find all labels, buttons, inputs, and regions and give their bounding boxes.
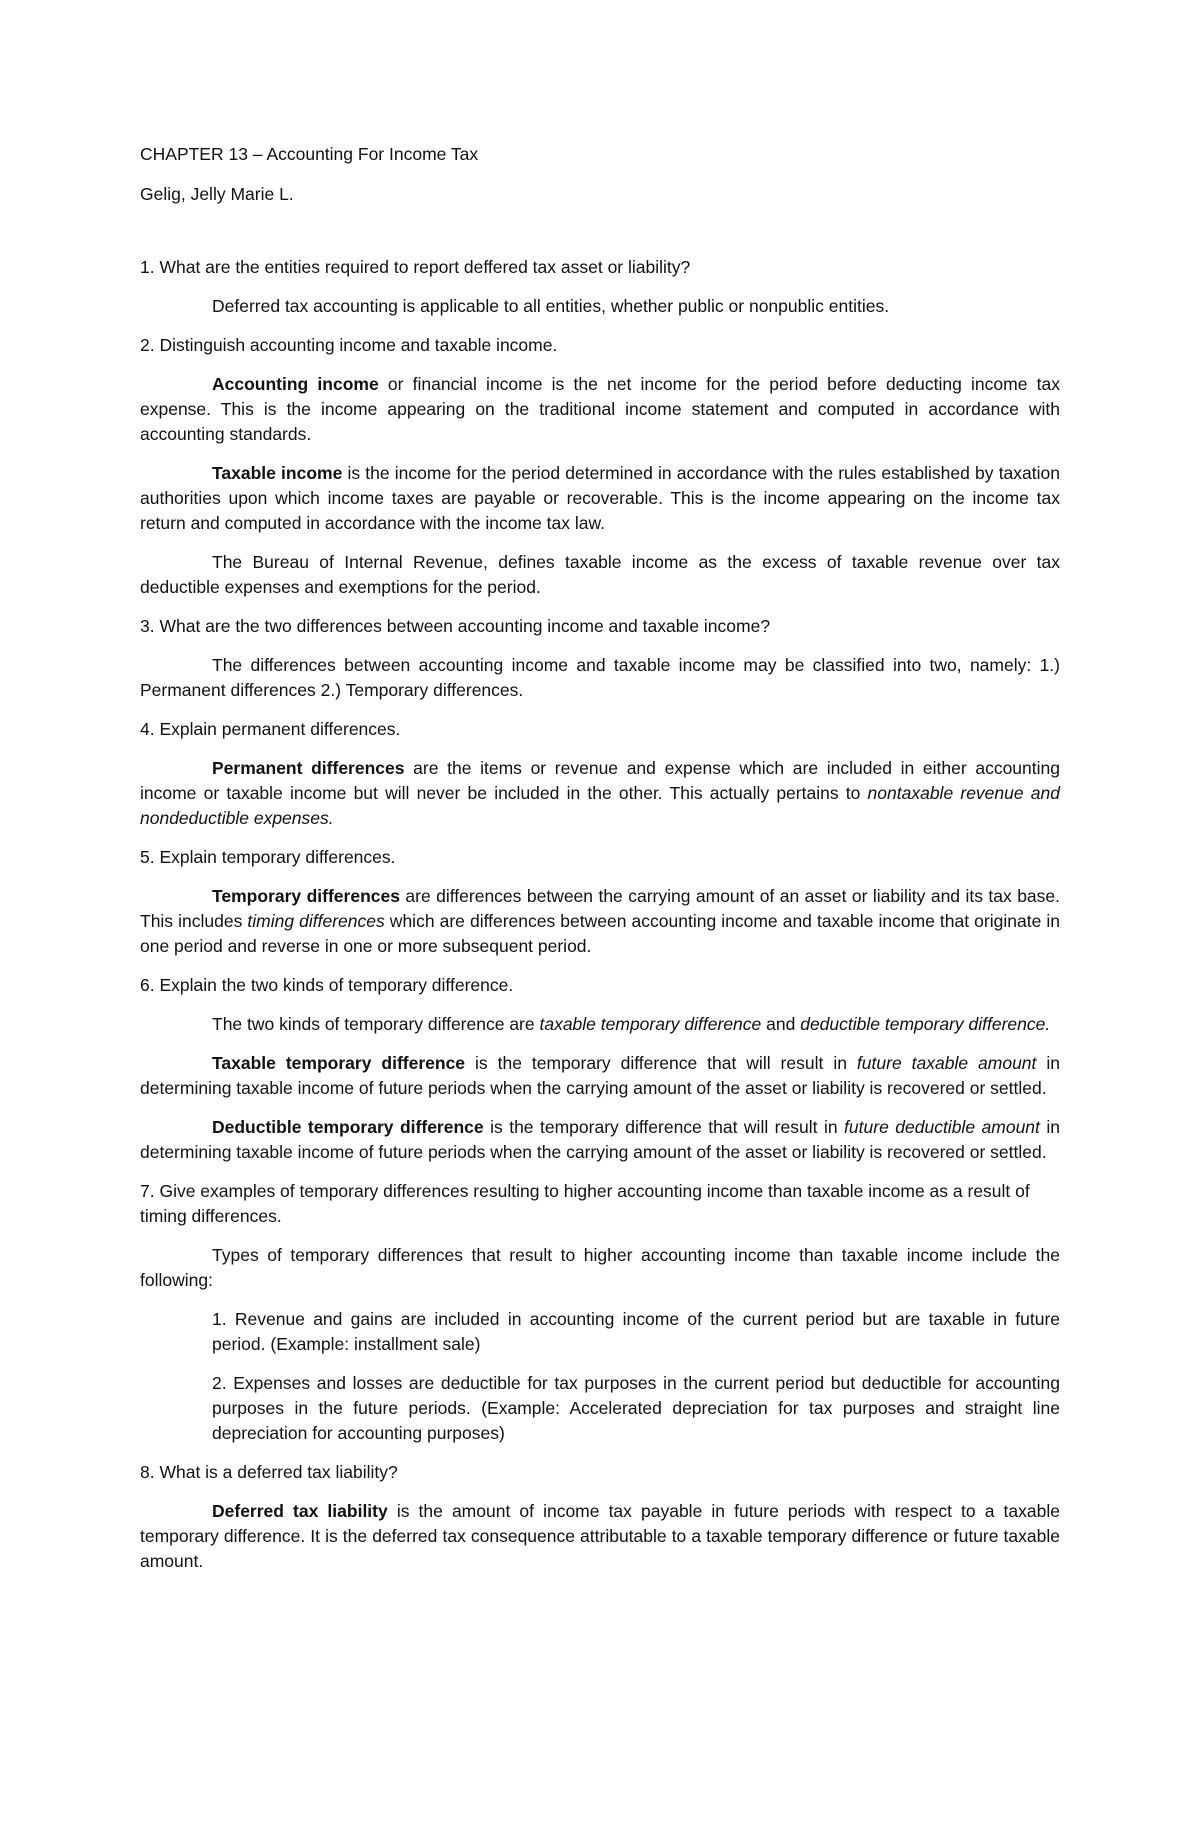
question-1: 1. What are the entities required to report deffered tax asset or liability?	[140, 257, 691, 277]
definition-text: is the amount of income tax payable in future periods with respect to a taxable temporary difference. It is the deferred tax consequence attributable to a taxable temporary difference or future taxable amount.	[140, 1501, 1060, 1571]
definition-text: in determining taxable income of future periods when the carrying amount of the asset or liability is recovered or settled.	[140, 1053, 1060, 1098]
term-deductible-temporary-difference: Deductible temporary difference	[212, 1117, 484, 1137]
definition-text: or financial income is the net income for the period before deducting income tax expense. This is the income appearing on the traditional income statement and computed in accordance with accounting standards.	[140, 374, 1060, 444]
answer-6-taxable	[140, 1051, 1060, 1101]
answer-4	[140, 756, 1060, 831]
emphasis-text: future deductible amount	[844, 1117, 1040, 1137]
definition-text: is the income for the period determined in accordance with the rules established by taxation authorities upon which income taxes are payable or recoverable. This is the income appearing on the income tax return and computed in accordance with the income tax law.	[140, 463, 1060, 533]
question-6: 6. Explain the two kinds of temporary difference.	[140, 975, 514, 995]
answer-8	[140, 1499, 1060, 1574]
question-5: 5. Explain temporary differences.	[140, 847, 396, 867]
emphasis-text: timing differences	[247, 911, 385, 931]
answer-2-taxable-income	[140, 461, 1060, 536]
term-taxable-temporary-difference: Taxable temporary difference	[212, 1053, 466, 1073]
emphasis-text: taxable temporary difference	[539, 1014, 762, 1034]
body-text: The two kinds of temporary difference are	[212, 1014, 540, 1034]
answer-6-deductible	[140, 1115, 1060, 1165]
answer-2-accounting-income	[140, 372, 1060, 447]
answer-2-bir-definition: The Bureau of Internal Revenue, defines taxable income as the excess of taxable revenue over tax deductible expenses and exemptions for the period.	[140, 552, 1060, 597]
author-name: Gelig, Jelly Marie L.	[140, 184, 294, 204]
definition-text: is the temporary difference that will result in	[465, 1053, 857, 1073]
answer-3: The differences between accounting income and taxable income may be classified into two, namely: 1.) Permanent differences 2.) Temporary differences.	[140, 655, 1060, 700]
question-7: 7. Give examples of temporary differences resulting to higher accounting income than taxable income as a result of timing differences.	[140, 1181, 1030, 1226]
list-item: 2. Expenses and losses are deductible for tax purposes in the current period but deductible for accounting purposes in the future periods. (Example: Accelerated depreciation for tax purposes and straight line depreciation for accounting purposes)	[212, 1373, 1060, 1443]
emphasis-text: deductible temporary difference.	[800, 1014, 1051, 1034]
answer-7-intro: Types of temporary differences that result to higher accounting income than taxable income include the following:	[140, 1245, 1060, 1290]
body-text: and	[761, 1014, 801, 1034]
question-8: 8. What is a deferred tax liability?	[140, 1462, 398, 1482]
term-temporary-differences: Temporary differences	[212, 886, 400, 906]
document-title: CHAPTER 13 – Accounting For Income Tax	[140, 144, 479, 164]
answer-5	[140, 884, 1060, 959]
emphasis-text: nontaxable revenue and nondeductible expenses.	[140, 783, 1060, 828]
answer-1: Deferred tax accounting is applicable to all entities, whether public or nonpublic entities.	[212, 296, 890, 316]
answer-6-intro	[140, 1012, 1060, 1037]
definition-text: are the items or revenue and expense which are included in either accounting income or taxable income but will never be included in the other. This actually pertains to	[140, 758, 1060, 803]
definition-text: in determining taxable income of future periods when the carrying amount of the asset or liability is recovered or settled.	[140, 1117, 1060, 1162]
definition-text: which are differences between accounting income and taxable income that originate in one period and reverse in one or more subsequent period.	[140, 911, 1060, 956]
question-4: 4. Explain permanent differences.	[140, 719, 401, 739]
emphasis-text: future taxable amount	[856, 1053, 1037, 1073]
question-3: 3. What are the two differences between accounting income and taxable income?	[140, 616, 771, 636]
question-2: 2. Distinguish accounting income and taxable income.	[140, 335, 558, 355]
term-taxable-income: Taxable income	[212, 463, 343, 483]
definition-text: is the temporary difference that will result in	[483, 1117, 845, 1137]
term-deferred-tax-liability: Deferred tax liability	[212, 1501, 388, 1521]
list-item: 1. Revenue and gains are included in accounting income of the current period but are taxable in future period. (Example: installment sale)	[212, 1309, 1060, 1354]
term-accounting-income: Accounting income	[212, 374, 379, 394]
definition-text: are differences between the carrying amount of an asset or liability and its tax base. This includes	[140, 886, 1060, 931]
term-permanent-differences: Permanent differences	[212, 758, 405, 778]
